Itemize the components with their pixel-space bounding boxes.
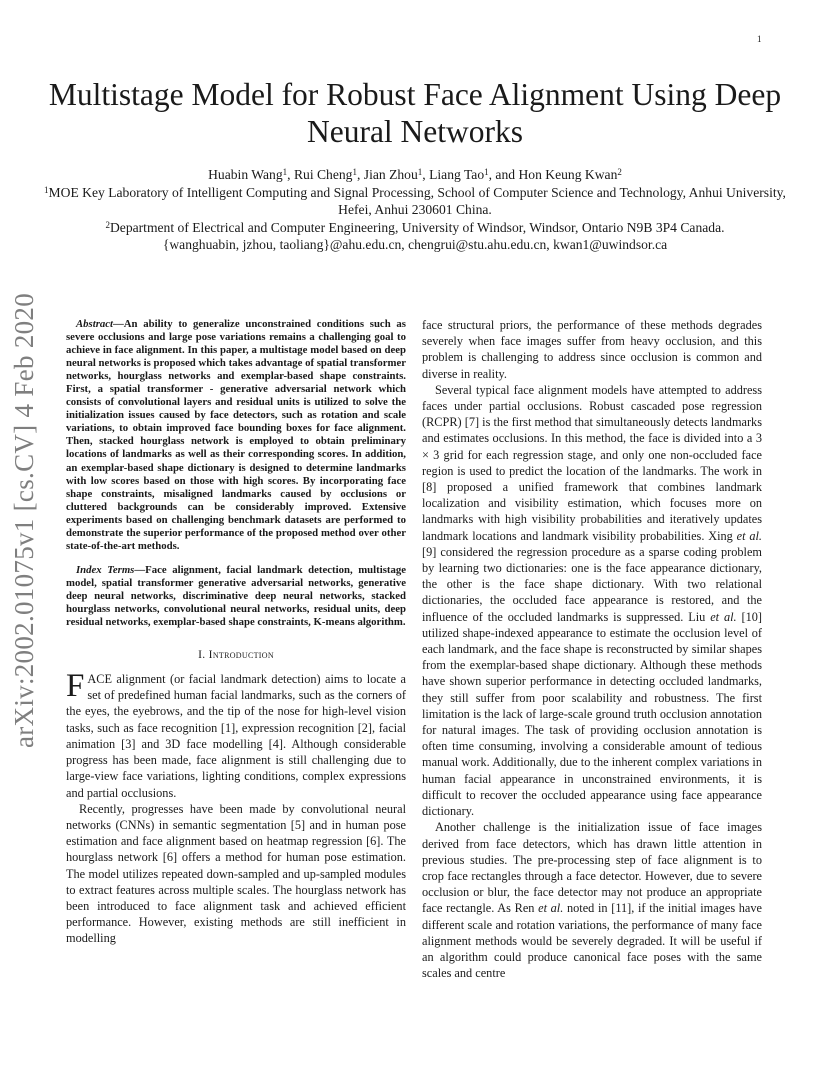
affiliation-mark: 1	[484, 167, 489, 177]
arxiv-stamp	[2, 290, 48, 750]
right-column	[422, 317, 762, 981]
section-heading-introduction	[66, 648, 406, 661]
et-al: et al.	[736, 528, 762, 543]
section-title: Introduction	[208, 648, 274, 662]
affiliation-text: Department of Electrical and Computer Engineering, University of Windsor, Windsor, Ontario N9B 3P4 Canada.	[109, 219, 725, 235]
paragraph-text: Several typical face alignment models have attempted to address faces under partial occlusions. Robust cascaded pose regression (RCPR) [7] is the first method that simultaneously detects landmarks and estimates occlusions. In this method, the face is divided into a 3 × 3 grid for each regression stage, and only one non-occluded face region is used to predict the location of the landmarks. The work in [8] proposed a unified framework that combines landmark localization and visibility estimation, which focuses more on landmarks with high visibility probabilities and iteratively updates landmark locations and landmark visibility probabilities. Xing	[422, 382, 762, 543]
author-conjunction: and	[495, 167, 519, 182]
affiliation-1	[40, 184, 790, 219]
left-column	[66, 318, 406, 947]
paragraph: Recently, progresses have been made by convolutional neural networks (CNNs) in semantic segmentation [5] and in human pose estimation and face alignment based on heatmap regression [6]. The hourglass network [6] offers a method for human pose estimation. The model utilizes repeated down-sampled and up-sampled modules to extract features across multiple scales. The hourglass network has been introduced to face alignment task and achieved efficient performance. However, existing methods are still inefficient in modelling	[66, 801, 406, 946]
author-name: Huabin Wang	[208, 167, 283, 182]
page-number: 1	[757, 34, 762, 44]
author-name: Jian Zhou	[363, 167, 418, 182]
author-separator: ,	[356, 167, 364, 182]
abstract-text: —An ability to generalize unconstrained conditions such as severe occlusions and large pose variations remains a challenging goal to achieve in face alignment. In this paper, a multistage model based on deep neural networks is proposed which takes advantage of spatial transformer networks, hourglass networks and exemplar-based shape constraints. First, a spatial transformer - generative adversarial network which consists of convolutional layers and residual units is utilized to solve the initialization issues caused by face detectors, such as rotation and scale variations, to obtain improved face bounding boxes for face alignment. Then, stacked hourglass network is employed to obtain preliminary locations of landmarks as well as their corresponding scores. In addition, an exemplar-based shape dictionary is designed to determine landmarks with low scores based on those with high scores. By incorporating face shape constraints, misaligned landmarks caused by occlusions or cluttered backgrounds can be considerably improved. Extensive experiments based on challenging benchmark datasets are performed to demonstrate the superior performance of the proposed method over other state-of-the-art methods.	[66, 318, 406, 552]
affiliation-mark: 1	[44, 184, 49, 195]
paragraph	[66, 668, 406, 801]
paper-title: Multistage Model for Robust Face Alignment Using Deep Neural Networks	[48, 77, 782, 149]
abstract	[66, 318, 406, 553]
affiliation-2	[40, 219, 790, 237]
introduction-right	[422, 317, 762, 981]
affiliation-mark: 1	[417, 167, 423, 177]
paragraph	[422, 819, 762, 981]
drop-cap: F	[66, 668, 85, 705]
affiliation-mark: 1	[352, 167, 357, 177]
section-numeral: I.	[198, 648, 209, 662]
paragraph-text: Another challenge is the initialization issue of face images derived from face detectors, which has drawn little attention in previous studies. The pre-processing step of face alignment is to crop face rectangles through a face detector. However, due to severe occlusion or blur, the face detector may not produce an appropriate face rectangle. As Ren	[422, 820, 762, 916]
affiliation-mark: 1	[282, 167, 288, 177]
affiliation-mark: 2	[105, 219, 110, 230]
paragraph-text: ACE alignment (or facial landmark detection) aims to locate a set of predefined human facial landmarks, such as the corners of the eyes, the eyebrows, and the tip of the nose for high-level vision tasks, such as face recognition [1], expression recognition [2], facial animation [3] and 3D face modelling [4]. Although considerable progress has been made, face alignment is still challenging due to large-view face variations, lighting conditions, complex expressions and partial occlusions.	[66, 672, 406, 800]
arxiv-stamp-text: arXiv:2002.01075v1 [cs.CV] 4 Feb 2020	[9, 292, 40, 748]
paragraph: face structural priors, the performance of these methods degrades severely when face images suffer from heavy occlusion, and this problem is challenging to address since occlusion is common and diverse in reality.	[422, 318, 762, 381]
abstract-label: Abstract	[76, 318, 114, 330]
affiliation-text: MOE Key Laboratory of Intelligent Computing and Signal Processing, School of Computer Science and Technology, Anhui University, Hefei, Anhui 230601 China.	[48, 184, 786, 217]
index-terms-label: Index Terms	[76, 563, 135, 576]
author-name: Liang Tao	[429, 167, 485, 182]
et-al: et al.	[710, 609, 737, 624]
introduction-left	[66, 668, 406, 946]
author-separator: ,	[287, 167, 294, 182]
author-list	[40, 166, 790, 184]
paragraph-text: [9] considered the regression procedure as a sparse coding problem by learning two dictionaries: one is the face appearance dictionary, the other is the face shape dictionary. With two relational dictionaries, the occluded face appearance is restored, and the influence of the occluded landmarks is suppressed. Liu	[422, 544, 762, 624]
author-name: Hon Keung Kwan	[518, 167, 618, 182]
author-block	[40, 166, 790, 254]
author-separator: ,	[422, 167, 430, 182]
index-terms-text: —Face alignment, facial landmark detection, multistage model, spatial transformer generative adversarial networks, generative deep neural networks, discriminative deep neural networks, stacked hourglass networks, convolutional neural networks, residual units, deep residual networks, exemplar-based shape constraints, K-means algorithm.	[66, 563, 407, 629]
author-name: Rui Cheng	[293, 167, 353, 182]
index-terms	[66, 564, 406, 629]
paragraph-text: noted in [11], if the initial images have different scale and rotation variations, the performance of many face alignment methods would be severely degraded. It will be useful if an algorithm could produce canonical face poses with the same scales and centre	[422, 901, 762, 981]
paragraph-text: [10] utilized shape-indexed appearance to estimate the occlusion level of each landmark, and the face shape is reconstructed by similar shapes from the exemplar-based shape dictionary. Although these methods have shown superior performance in detecting occluded landmarks, they still suffer from poor scalability and robustness. The first limitation is the lack of large-scale ground truth occlusion annotation for natural images. The task of providing occlusion annotation is often time consuming, involving a considerable amount of tedious manual work. Additionally, due to the inherent complex variations in human facial appearance in unconstrained environments, it is difficult to recover the occluded appearance using face appearance dictionary.	[422, 609, 763, 819]
et-al: et al.	[538, 901, 564, 916]
author-emails: {wanghuabin, jzhou, taoliang}@ahu.edu.cn, chengrui@stu.ahu.edu.cn, kwan1@uwindsor.ca	[162, 237, 668, 252]
paragraph	[422, 382, 762, 819]
author-separator: ,	[488, 167, 496, 182]
affiliation-mark: 2	[617, 167, 622, 177]
